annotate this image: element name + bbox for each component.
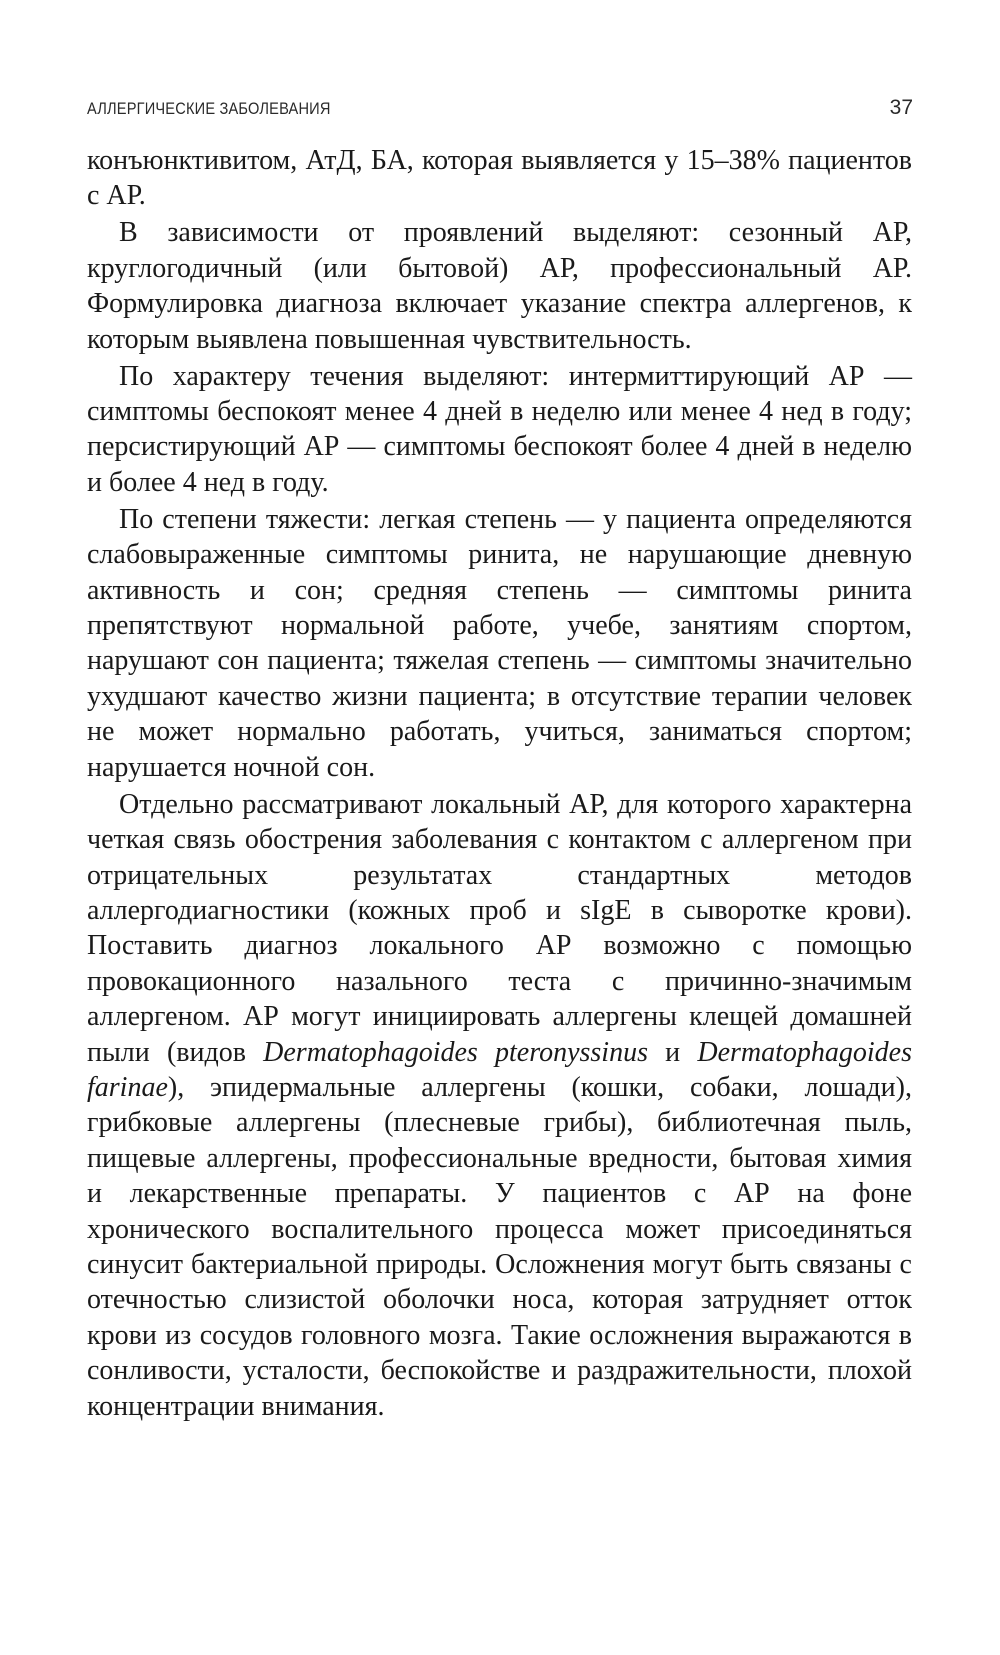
- page-number: 37: [889, 96, 913, 119]
- paragraph-1: конъюнктивитом, АтД, БА, которая выявляется у 15–38% пациентов с АР.: [87, 145, 912, 212]
- running-head: АЛЛЕРГИЧЕСКИЕ ЗАБОЛЕВАНИЯ: [87, 99, 331, 118]
- paragraph-4: По степени тяжести: легкая степень — у пациента определяются слабовыраженные симптомы ринита, не нарушающие дневную активность и сон; средняя степень — симптомы ринита препятствуют нормальной работе, учебе, занятиям спортом, нарушают сон пациента; тяжелая степень — симптомы значительно ухудшают качество жизни пациента; в отсутствие терапии человек не может нормально работать, учиться, заниматься спортом; нарушается ночной сон.: [87, 503, 912, 783]
- paragraph-5: [87, 787, 912, 1424]
- paragraph-5-text-a: Отдельно рассматривают локальный АР, для которого характерна четкая связь обострения заболевания с контактом с аллергеном при отрицательных результатах стандартных методов аллергодиагностики (кожных проб и sIgE в сыворотке крови). Поставить диагноз локального АР возможно с помощью провокационного назального теста с причинно-значимым аллергеном. АР могут инициировать аллергены клещей домашней пыли (видов: [87, 788, 912, 1068]
- species-name-1: Dermatophagoides pteronyssinus: [263, 1036, 648, 1068]
- paragraph-3: По характеру течения выделяют: интермиттирующий АР — симптомы беспокоят менее 4 дней в неделю или менее 4 нед в году; персистирующий АР — симптомы беспокоят более 4 дней в неделю и более 4 нед в году.: [87, 360, 912, 498]
- paragraph-5-text-b: ), эпидермальные аллергены (кошки, собаки, лошади), грибковые аллергены (плесневые грибы), библиотечная пыль, пищевые аллергены, профессиональные вредности, бытовая химия и лекарственные препараты. У пациентов с АР на фоне хронического воспалительного процесса может присоединяться синусит бактериальной природы. Осложнения могут быть связаны с отечностью слизистой оболочки носа, которая затрудняет отток крови из сосудов головного мозга. Такие осложнения выражаются в сонливости, усталости, беспокойстве и раздражительности, плохой концентрации внимания.: [87, 1071, 912, 1422]
- paragraph-2: В зависимости от проявлений выделяют: сезонный АР, круглогодичный (или бытовой) АР, профессиональный АР. Формулировка диагноза включает указание спектра аллергенов, к которым выявлена повышенная чувствительность.: [87, 217, 912, 355]
- text-body: [87, 143, 912, 1426]
- paragraph-5-conjunction: и: [647, 1036, 698, 1068]
- species-name-2: Dermatophagoides farinae: [87, 1036, 913, 1103]
